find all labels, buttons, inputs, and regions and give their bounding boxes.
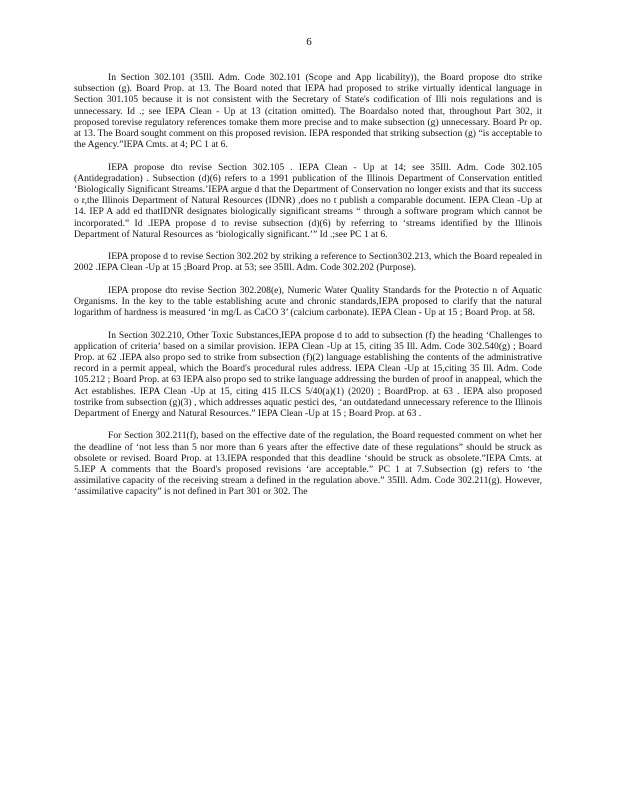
paragraph-section-302-101: In Section 302.101 (35Ill. Adm. Code 302.101 (Scope and App licability)), the Board propose dto strike subsection (g). Board Prop. at 13. The Board noted that IEPA had proposed to strike virtually identical language in Section 301.105 because it is not consistent with the Secretary of State's codification of Illi nois regulations and is unnecessary. Id .; see IEPA Clean - Up at 13 (citation omitted). The Boardalso noted that, throughout Part 302, it proposed torevise regulatory references tomake them more precise and to make subsection (g) unnecessary. Board Pr op. at 13. The Board sought comment on this proposed revision. IEPA responded that striking subsection (g) “is acceptable to the Agency.”IEPA Cmts. at 4; PC 1 at 6. — [74, 72, 542, 151]
paragraph-section-302-210: In Section 302.210, Other Toxic Substances,IEPA propose d to add to subsection (f) the heading ‘Challenges to application of criteria’ based on a similar provision. IEPA Clean -Up at 15, citing 35 Ill. Adm. Code 302.540(g) ; Board Prop. at 62 .IEPA also propo sed to strike from subsection (f)(2) language establishing the contents of the administrative record in a permit appeal, which the Board's procedural rules address. IEPA Clean -Up at 15,citing 35 Ill. Adm. Code 105.212 ; Board Prop. at 63 IEPA also propo sed to strike language addressing the burden of proof in anappeal, which the Act establishes. IEPA Clean -Up at 15, citing 415 ILCS 5/40(a)(1) (2020) ; BoardProp. at 63 . IEPA also proposed tostrike from subsection (g)(3) , which addresses aquatic pestici des, ‘an outdatedand unnecessary reference to the Illinois Department of Energy and Natural Resources.” IEPA Clean -Up at 15 ; Board Prop. at 63 . — [74, 329, 542, 420]
paragraph-section-302-105: IEPA propose dto revise Section 302.105 . IEPA Clean - Up at 14; see 35Ill. Adm. Code 302.105 (Antidegradation) . Subsection (d)(6) refers to a 1991 publication of the Illinois Department of Conservation entitled ‘Biologically Significant Streams.’IEPA argue d that the Department of Conservation no longer exists and that its success o r,the Illinois Department of Natural Resources (IDNR) ,does no t publish a comparable document. IEPA Clean -Up at 14. IEP A add ed thatIDNR designates biologically significant streams “ through a software program which cannot be incorporated.” Id .IEPA propose d to revise subsection (d)(6) by referring to ‘streams identified by the Illinois Department of Natural Resources as ‘biologically significant.’” Id .;see PC 1 at 6. — [74, 161, 542, 240]
body-text — [74, 72, 542, 509]
paragraph-section-302-202: IEPA propose d to revise Section 302.202 by striking a reference to Section302.213, which the Board repealed in 2002 .IEPA Clean -Up at 15 ;Board Prop. at 53; see 35Ill. Adm. Code 302.202 (Purpose). — [74, 251, 542, 274]
paragraph-section-302-208: IEPA propose dto revise Section 302.208(e), Numeric Water Quality Standards for the Protectio n of Aquatic Organisms. In the key to the table establishing acute and chronic standards,IEPA proposed to clarify that the natural logarithm of hardness is measured ‘in mg/L as CaCO 3’ (calcium carbonate). IEPA Clean - Up at 15 ; Board Prop. at 58. — [74, 284, 542, 319]
paragraph-section-302-211: For Section 302.211(f), based on the effective date of the regulation, the Board requested comment on whet her the deadline of ‘not less than 5 nor more than 6 years after the effective date of these regulations” should be struck as obsolete or revised. Board Prop. at 13.IEPA responded that this deadline ‘should be struck as obsolete.”IEPA Cmts. at 5.IEP A comments that the Board's proposed revisions ‘are acceptable.” PC 1 at 7.Subsection (g) refers to ‘the assimilative capacity of the receiving stream a defined in the regulation above.” 35Ill. Adm. Code 302.211(g). However, ‘assimilative capacity” is not defined in Part 301 or 302. The — [74, 430, 542, 498]
page-number: 6 — [306, 36, 312, 48]
